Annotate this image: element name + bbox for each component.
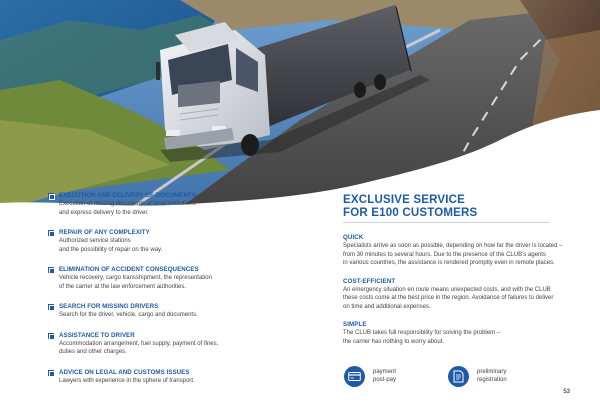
feature-item <box>343 321 575 346</box>
feature-text-line: The CLUB takes full responsibility for solving the problem – <box>343 330 501 336</box>
payment-badge <box>344 366 396 387</box>
exclusive-service-section <box>343 194 575 356</box>
registration-document-icon <box>448 366 469 387</box>
feature-text-line: the carrier has nothing to worry about. <box>343 338 445 345</box>
service-item <box>48 192 288 217</box>
badge-label-line: payment <box>373 369 397 375</box>
badge-label-line: post-pay <box>373 376 397 383</box>
service-text-line: Authorized service stations <box>59 238 131 244</box>
feature-text-line: on time and additional expenses. <box>343 303 431 310</box>
feature-title: QUICK <box>343 234 364 241</box>
service-text-line: Execution of missing documents at local institutions <box>59 201 196 207</box>
square-bullet-icon <box>48 267 54 273</box>
service-item <box>48 369 288 386</box>
square-bullet-icon <box>48 370 54 376</box>
service-item <box>48 303 288 320</box>
feature-title: COST-EFFICIENT <box>343 277 396 285</box>
feature-item <box>343 234 575 268</box>
service-item <box>48 229 288 254</box>
service-item <box>48 266 288 291</box>
square-bullet-icon <box>48 333 54 339</box>
feature-text-line: An emergency situation en route means unexpected costs, and with the CLUB <box>343 286 551 293</box>
service-title: EXECUTION AND DELIVERY OF DOCUMENTS <box>59 192 196 199</box>
service-title: ELIMINATION OF ACCIDENT CONSEQUENCES <box>59 266 199 273</box>
badge-label-line: preliminary <box>477 369 507 375</box>
feature-item <box>343 278 575 312</box>
section-title-line: FOR E100 CUSTOMERS <box>343 206 478 219</box>
square-bullet-icon <box>48 230 54 236</box>
service-title: REPAIR OF ANY COMPLEXITY <box>59 229 150 236</box>
service-title: ASSISTANCE TO DRIVER <box>59 331 135 339</box>
feature-text-line: in various countries, the assistance is rendered promptly even in remote places. <box>343 260 555 266</box>
service-text-line: Vehicle recovery, cargo transshipment, the representation <box>59 275 212 281</box>
registration-badge <box>448 366 507 387</box>
payment-card-icon <box>344 366 365 387</box>
service-text-line: Accommodation arrangement, fuel supply, payment of fines, <box>59 340 219 347</box>
page-number: 53 <box>563 389 570 395</box>
feature-text-line: Specialists arrive as soon as possible, depending on how far the driver is located – <box>343 243 563 249</box>
feature-text-line: these costs come at the best price in the region. Avoidance of failures to deliver <box>343 295 554 301</box>
badge-label-line: registration <box>477 376 507 383</box>
square-bullet-icon <box>48 304 54 310</box>
title-divider <box>343 222 550 223</box>
truck-brand-logo: IVECO <box>184 79 200 87</box>
service-title: SEARCH FOR MISSING DRIVERS <box>59 303 159 310</box>
service-text-line: Lawyers with experience in the sphere of transport. <box>59 377 195 384</box>
feature-title: SIMPLE <box>343 321 367 328</box>
section-title <box>343 194 575 219</box>
square-bullet-icon <box>48 193 54 199</box>
services-list <box>48 192 288 397</box>
service-text-line: of the carrier at the law enforcement authorities. <box>59 283 187 290</box>
service-text-line: duties and other charges. <box>59 349 127 355</box>
service-title: ADVICE ON LEGAL AND CUSTOMS ISSUES <box>59 368 190 376</box>
feature-text-line: from 30 minutes to several hours. Due to the presence of the CLUB's agents <box>343 251 546 258</box>
service-item <box>48 332 288 357</box>
service-text-line: and the possibility of repair on the way. <box>59 246 163 253</box>
section-title-line: EXCLUSIVE SERVICE <box>343 194 466 206</box>
service-text-line: and express delivery to the driver. <box>59 209 149 216</box>
service-text-line: Search for the driver, vehicle, cargo and documents. <box>59 312 198 318</box>
